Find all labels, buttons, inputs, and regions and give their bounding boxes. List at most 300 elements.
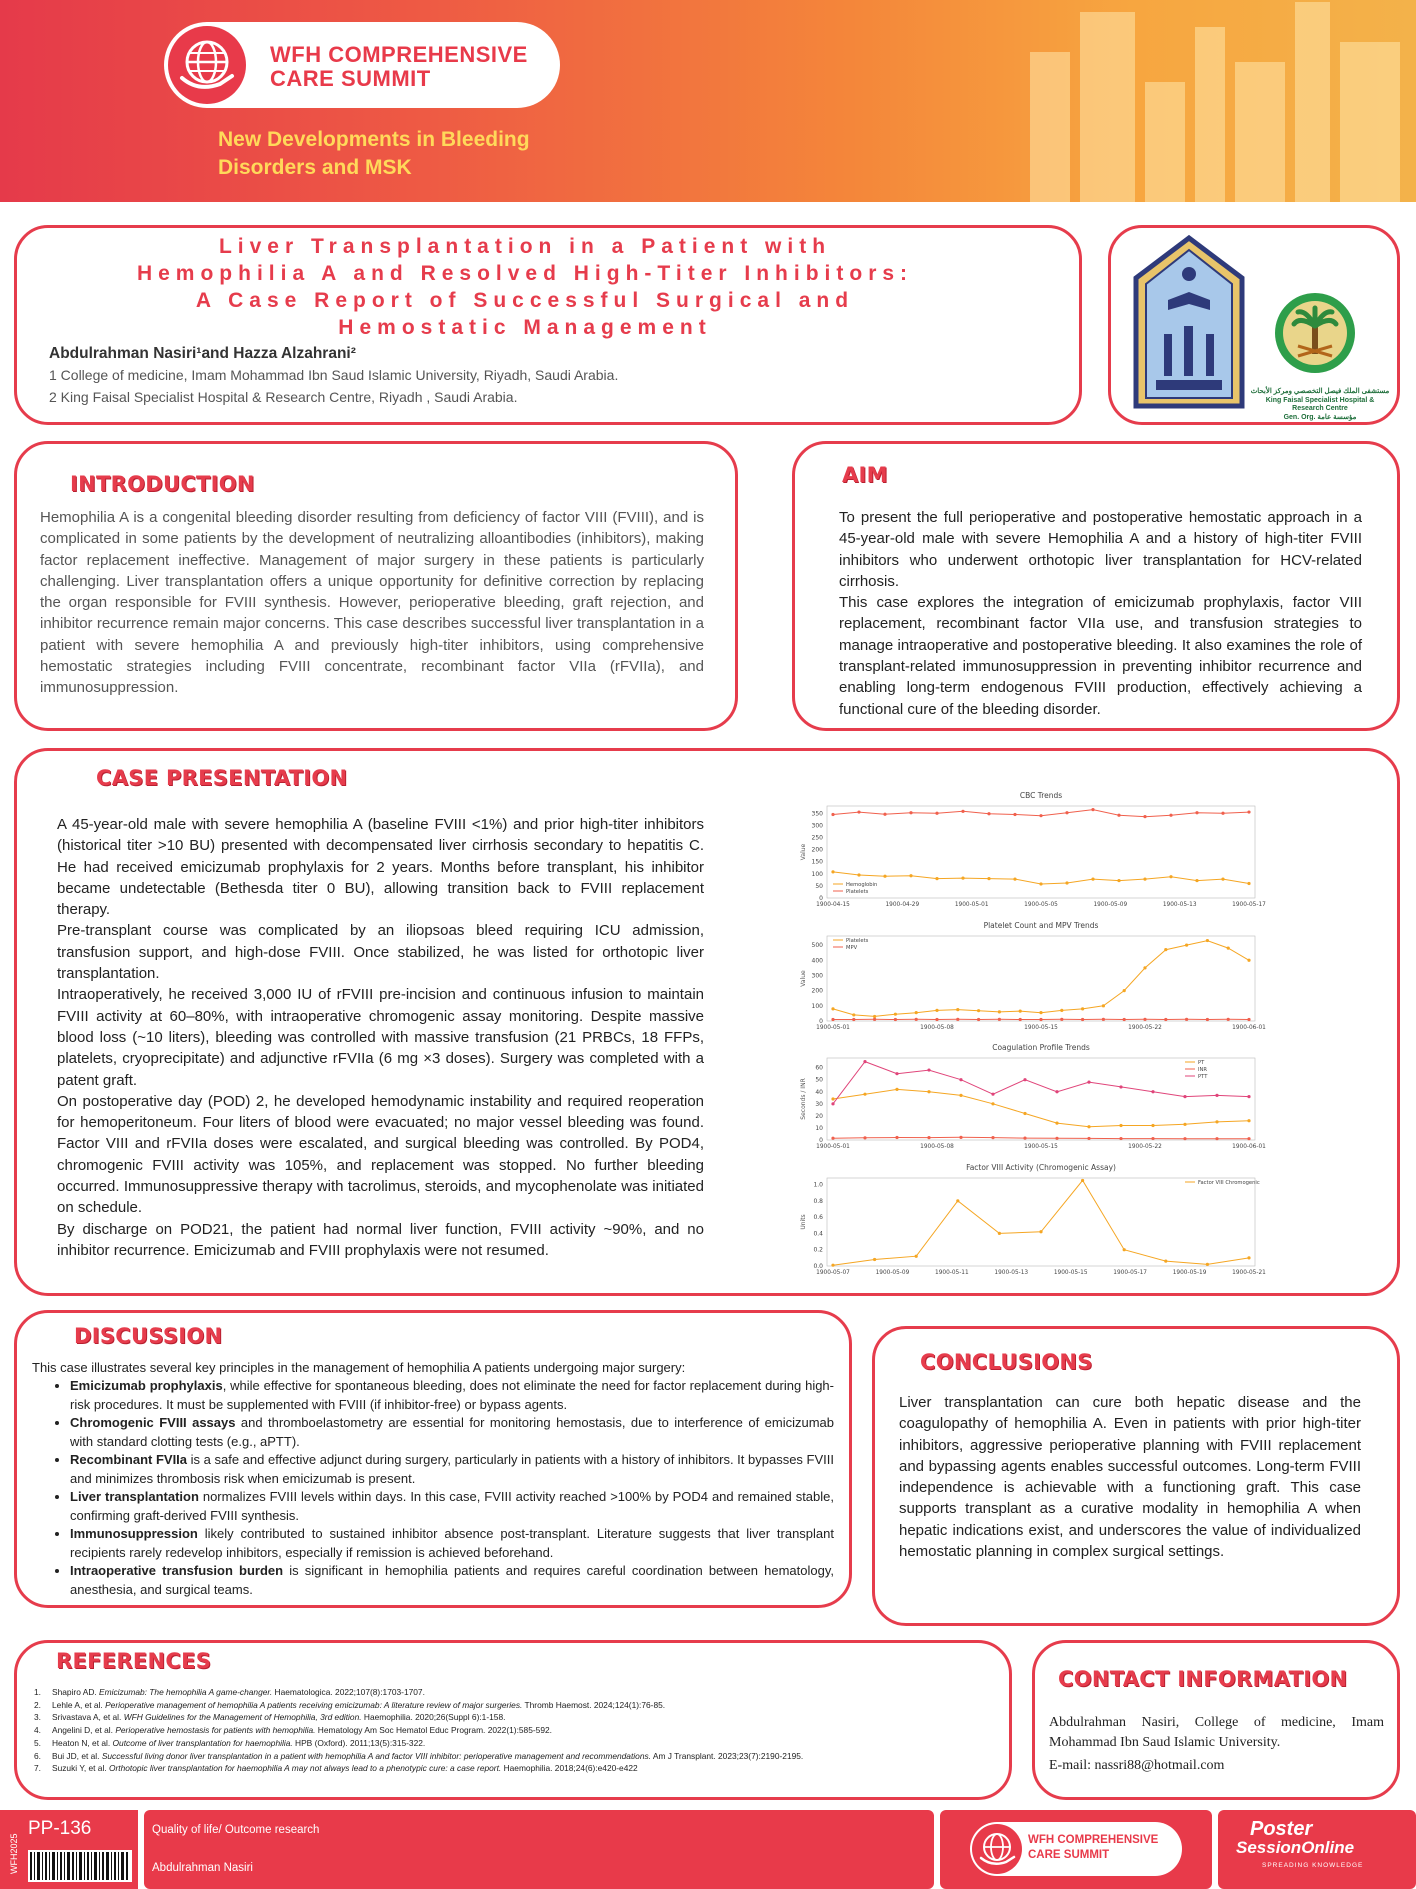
case-paragraph: On postoperative day (POD) 2, he developed hemodynamic instability and required reoperation for hemoperitoneum. Four liters of blood were evacuated; no major vessel bleeding was found. Factor VIII and rFVIIa doses were escalated, and surgical bleeding was controlled. By POD4, chromogenic FVIII activity was 105%, and replacement was stopped. No further bleeding occurred. Immunosuppressive therapy with tacrolimus, steroids, and mycophenolate was initiated on schedule. (57, 1092, 704, 1217)
chart-x-tick: 1900-05-09 (875, 1270, 910, 1276)
chart-point (977, 1018, 980, 1021)
chart-x-tick: 1900-05-15 (1024, 1025, 1058, 1031)
summit-logo-line2: CARE SUMMIT (270, 66, 431, 91)
chart-point (987, 877, 990, 880)
chart-point (1123, 989, 1126, 992)
chart-x-tick: 1900-05-17 (1232, 902, 1266, 908)
discussion-item-term: Chromogenic FVIII assays (70, 1415, 236, 1430)
chart-point (852, 1018, 855, 1021)
chart-point (1151, 1124, 1154, 1127)
chart-point (1123, 1018, 1126, 1021)
chart-y-label: Value (800, 843, 807, 861)
reference-authors: Bui JD, et al. (52, 1750, 102, 1761)
postersession-tagline: SPREADING KNOWLEDGE (1262, 1862, 1364, 1869)
chart-point (991, 1102, 994, 1105)
chart-x-tick: 1900-06-01 (1232, 1025, 1266, 1031)
chart-point (991, 1136, 994, 1139)
chart-legend-label: PTT (1198, 1074, 1208, 1080)
chart-point (1065, 881, 1068, 884)
chart-point (1195, 879, 1198, 882)
discussion-item (70, 1451, 834, 1488)
discussion-item-term: Intraoperative transfusion burden (70, 1563, 284, 1578)
chart-point (1087, 1137, 1090, 1140)
chart-point (1221, 812, 1224, 815)
discussion-item (70, 1414, 834, 1451)
footer-globe-icon (972, 1824, 1022, 1874)
chart-x-tick: 1900-05-21 (1232, 1270, 1266, 1276)
footer-year-tag: WFH2025 (9, 1833, 19, 1874)
kfsh-caption-org: Gen. Org. مؤسسة عامة (1283, 413, 1357, 421)
reference-source: Am J Transplant. 2023;23(7):2190-2195. (651, 1750, 804, 1761)
chart-point (987, 812, 990, 815)
chart-series-line (833, 1089, 1249, 1126)
chart-series-line (833, 1137, 1249, 1138)
discussion-item-term: Emicizumab prophylaxis (70, 1378, 223, 1393)
reference-authors: Shapiro AD. (52, 1687, 100, 1697)
chart-point (1247, 810, 1250, 813)
chart-x-tick: 1900-05-22 (1128, 1025, 1162, 1031)
chart-point (1039, 882, 1042, 885)
chart-y-label: Value (800, 970, 807, 987)
reference-authors: Lehle A, et al. (52, 1699, 106, 1710)
banner-subtitle-line2: Disorders and MSK (218, 156, 412, 179)
chart-x-tick: 1900-05-08 (920, 1144, 954, 1150)
chart-point (991, 1093, 994, 1096)
chart-point (959, 1136, 962, 1139)
chart-y-tick: 100 (811, 870, 823, 878)
chart-point (1123, 1248, 1126, 1251)
chart-x-tick: 1900-05-01 (816, 1144, 850, 1150)
chart-point (1206, 939, 1209, 942)
reference-item (34, 1686, 994, 1699)
chart-y-tick: 0 (819, 1137, 823, 1144)
reference-title: Emicizumab: The hemophilia A game-changer. (99, 1687, 273, 1697)
reference-number: 7. (34, 1763, 41, 1774)
chart-y-tick: 100 (811, 1002, 823, 1010)
chart-point (1247, 1256, 1250, 1259)
chart-x-tick: 1900-05-13 (1162, 902, 1197, 908)
chart-point (1102, 1018, 1105, 1021)
globe-hand-icon (168, 26, 246, 104)
case-presentation-heading: CASE PRESENTATION (96, 766, 348, 790)
university-logo (1130, 234, 1248, 419)
chart-point (1206, 1263, 1209, 1266)
chart-point (1164, 1260, 1167, 1263)
chart-x-tick: 1900-05-09 (1093, 902, 1128, 908)
chart-title: Factor VIII Activity (Chromogenic Assay) (966, 1163, 1116, 1172)
chart-point (1227, 1018, 1230, 1021)
chart-y-tick: 0.0 (813, 1263, 823, 1270)
chart-point (935, 1018, 938, 1021)
chart-point (1055, 1090, 1058, 1093)
title-line: Liver Transplantation in a Patient with (218, 235, 832, 258)
chart-point (1151, 1137, 1154, 1140)
chart-point (1081, 1179, 1084, 1182)
reference-source: Haemophilia. 2018;24(6):e420-e422 (501, 1763, 638, 1774)
chart-point (915, 1018, 918, 1021)
chart-x-tick: 1900-05-17 (1113, 1270, 1147, 1276)
chart-x-tick: 1900-04-29 (885, 902, 920, 908)
chart-point (935, 812, 938, 815)
footer-author: Abdulrahman Nasiri (152, 1862, 253, 1874)
aim-heading: AIM (842, 463, 888, 487)
introduction-heading: INTRODUCTION (70, 472, 255, 496)
chart-series-line (833, 1180, 1249, 1265)
reference-authors: Suzuki Y, et al. (52, 1763, 109, 1774)
chart-y-tick: 500 (811, 942, 823, 950)
aim-paragraph: To present the full perioperative and postoperative hemostatic approach in a 45-year-old male with severe Hemophilia A and a history of high-titer FVIII inhibitors who underwent orthotopic liver transplantation for HCV-related cirrhosis. (839, 509, 1362, 590)
chart-legend-label: Platelets (846, 889, 869, 895)
chart-point (1091, 808, 1094, 811)
chart-legend-label: INR (1198, 1067, 1208, 1073)
chart-point (1013, 878, 1016, 881)
chart-title: Platelet Count and MPV Trends (983, 921, 1099, 930)
chart-point (831, 870, 834, 873)
chart-point (883, 813, 886, 816)
chart-y-tick: 50 (815, 882, 823, 890)
reference-title: Outcome of liver transplantation for haemophilia. (112, 1737, 293, 1748)
discussion-intro: This case illustrates several key principles in the management of hemophilia A patients undergoing major surgery: (32, 1360, 686, 1375)
chart-point (873, 1018, 876, 1021)
chart-y-tick: 300 (811, 972, 823, 980)
chart-plot-frame (827, 1178, 1255, 1266)
chart-point (1019, 1010, 1022, 1013)
chart-point (1183, 1095, 1186, 1098)
chart-point (1143, 878, 1146, 881)
chart-point (959, 1094, 962, 1097)
chart-point (1091, 878, 1094, 881)
poster-title (30, 233, 1020, 341)
kfsh-caption-en: King Faisal Specialist Hospital & Research Centre (1265, 396, 1375, 412)
chart-point (1039, 1230, 1042, 1233)
chart-point (915, 1255, 918, 1258)
reference-item (34, 1750, 994, 1763)
chart-point (1183, 1123, 1186, 1126)
chart-point (935, 1009, 938, 1012)
authors: Abdulrahman Nasiri¹and Hazza Alzahrani² (49, 345, 356, 362)
chart-point (1195, 811, 1198, 814)
chart-y-tick: 300 (811, 822, 823, 830)
reference-authors: Heaton N, et al. (52, 1737, 113, 1748)
chart-x-tick: 1900-05-01 (816, 1025, 850, 1031)
chart-legend-label: MPV (846, 945, 858, 951)
chart-y-tick: 40 (815, 1088, 823, 1096)
conclusions-text: Liver transplantation can cure both hepatic disease and the coagulopathy of hemophilia A. Even in patients with prior high-titer inhibitors, aggressive perioperative planning with FVIII replacement and bypassing agents enables successful outcomes. Long-term FVIII independence is achievable with a functioning graft. This case supports transplant as a curative modality in hemophilia A when hepatic indications exist, and underscores the value of individualized hemostatic planning in complex surgical settings. (899, 1394, 1361, 1561)
chart-y-tick: 250 (811, 834, 823, 842)
chart-y-tick: 0 (819, 1018, 823, 1025)
chart-point (1087, 1125, 1090, 1128)
affiliation-1: 1 College of medicine, Imam Mohammad Ibn Saud Islamic University, Riyadh, Saudi Arabia. (49, 367, 619, 383)
chart-y-tick: 20 (815, 1112, 823, 1120)
chart-point (977, 1009, 980, 1012)
chart-point (863, 1093, 866, 1096)
chart-point (831, 813, 834, 816)
chart-legend-label: PT (1198, 1060, 1205, 1066)
reference-number: 6. (34, 1750, 41, 1761)
barcode-icon (28, 1850, 132, 1882)
chart-point (927, 1136, 930, 1139)
chart-x-tick: 1900-05-01 (954, 902, 989, 908)
chart-point (1119, 1085, 1122, 1088)
chart-x-tick: 1900-05-08 (920, 1025, 954, 1031)
kfsh-logo (1272, 290, 1358, 381)
chart-point (895, 1136, 898, 1139)
footer-category: Quality of life/ Outcome research (152, 1824, 320, 1836)
chart-point (1039, 814, 1042, 817)
chart-point (1183, 1137, 1186, 1140)
chart-point (1055, 1122, 1058, 1125)
title-line: A Case Report of Successful Surgical and (195, 289, 855, 312)
case-paragraph: Intraoperatively, he received 3,000 IU of rFVIII pre-incision and continuous infusion to maintain FVIII activity at 60–80%, with intraoperative chromogenic assay monitoring. Despite massive blood loss (~10 liters), bleeding was controlled with massive transfusion (21 PRBCs, 18 FFPs, platelets, cryoprecipitate) and adjunctive rFVIIa (6 mg ×3 doses). Surgery was completed with a patent graft. (57, 986, 704, 1089)
banner-subtitle-line1: New Developments in Bleeding (218, 128, 530, 151)
chart-point (1055, 1137, 1058, 1140)
discussion-item (70, 1377, 834, 1414)
chart-plot-frame (827, 1058, 1255, 1140)
chart-point (1039, 1011, 1042, 1014)
chart-point (956, 1199, 959, 1202)
chart-point (1143, 815, 1146, 818)
chart-point (1060, 1009, 1063, 1012)
chart-point (1169, 814, 1172, 817)
aim-paragraph: This case explores the integration of emicizumab prophylaxis, factor VIII replacement, recombinant factor VIIa use, and transfusion strategies to manage intraoperative and postoperative bleeding. It also examines the role of transplant-related immunosuppression in preventing inhibitor recurrence and enabling long-term endogenous FVIII production, effectively achieving a functional cure of the bleeding disorder. (839, 594, 1362, 718)
kfsh-caption-ar: مستشفى الملك فيصل التخصصي ومركز الأبحاث (1250, 388, 1390, 395)
affiliation-2: 2 King Faisal Specialist Hospital & Research Centre, Riyadh , Saudi Arabia. (49, 389, 518, 405)
chart-x-tick: 1900-06-01 (1232, 1144, 1266, 1150)
chart-point (998, 1018, 1001, 1021)
chart-point (1143, 1018, 1146, 1021)
chart-x-tick: 1900-05-05 (1024, 902, 1058, 908)
chart-series-line (833, 872, 1249, 884)
chart-point (1081, 1007, 1084, 1010)
contact-heading: CONTACT INFORMATION (1058, 1667, 1348, 1691)
footer-logo-line2: CARE SUMMIT (1028, 1849, 1110, 1861)
chart-point (1102, 1004, 1105, 1007)
chart-y-tick: 60 (815, 1064, 823, 1072)
chart-y-tick: 0 (819, 895, 823, 902)
chart-y-tick: 150 (811, 858, 823, 866)
chart-point (1164, 1018, 1167, 1021)
chart-y-label: Seconds / INR (800, 1078, 807, 1120)
case-paragraph: By discharge on POD21, the patient had normal liver function, FVIII activity ~90%, and no inhibitor recurrence. Emicizumab and FVIII prophylaxis were not resumed. (57, 1220, 704, 1259)
chart-plot-frame (827, 936, 1255, 1021)
title-line: Hemophilia A and Resolved High-Titer Inhibitors: (136, 262, 914, 285)
chart-point (909, 811, 912, 814)
discussion-heading: DISCUSSION (74, 1324, 223, 1348)
chart-point (831, 1264, 834, 1267)
chart-point (1215, 1137, 1218, 1140)
reference-number: 3. (34, 1712, 41, 1723)
chart-y-tick: 10 (815, 1124, 823, 1132)
chart-point (831, 1097, 834, 1100)
chart-x-tick: 1900-05-15 (1053, 1270, 1088, 1276)
reference-source: Hematology Am Soc Hematol Educ Program. 2022(1):585-592. (315, 1725, 552, 1736)
chart-y-tick: 400 (811, 957, 823, 965)
case-paragraph: Pre-transplant course was complicated by an iliopsoas bleed requiring ICU admission, transfusion support, and high-dose FVIII. Once stabilized, he was listed for orthotopic liver transplantation. (57, 922, 704, 983)
chart-point (883, 875, 886, 878)
chart-y-tick: 350 (811, 810, 823, 818)
chart-point (959, 1078, 962, 1081)
chart-point (1143, 966, 1146, 969)
chart-point (894, 1013, 897, 1016)
lab-trend-charts (795, 790, 1275, 1285)
chart-point (1164, 948, 1167, 951)
chart-point (1023, 1078, 1026, 1081)
postersession-brand-2: SessionOnline (1236, 1838, 1355, 1857)
discussion-item-term: Liver transplantation (70, 1489, 199, 1504)
chart-point (1185, 1018, 1188, 1021)
chart-point (1227, 947, 1230, 950)
chart-point (1019, 1018, 1022, 1021)
reference-source: Haematologica. 2022;107(8):1703-1707. (272, 1687, 425, 1697)
chart-y-tick: 0.4 (813, 1230, 823, 1238)
chart-title: CBC Trends (1019, 791, 1063, 800)
chart-point (895, 1088, 898, 1091)
chart-point (1247, 1018, 1250, 1021)
reference-source: Thromb Haemost. 2024;124(1):76-85. (522, 1699, 666, 1710)
chart-point (873, 1258, 876, 1261)
chart-point (863, 1060, 866, 1063)
chart-y-tick: 0.8 (813, 1197, 823, 1205)
reference-item (34, 1699, 994, 1712)
chart-point (909, 874, 912, 877)
discussion-item-term: Recombinant FVIIa (70, 1452, 188, 1467)
reference-number: 5. (34, 1737, 41, 1748)
chart-point (956, 1018, 959, 1021)
reference-source: HPB (Oxford). 2011;13(5):315-322. (292, 1737, 426, 1748)
chart-point (915, 1011, 918, 1014)
chart-point (831, 1102, 834, 1105)
chart-point (927, 1090, 930, 1093)
chart-point (894, 1018, 897, 1021)
chart-point (961, 810, 964, 813)
chart-point (1117, 879, 1120, 882)
chart-x-tick: 1900-05-19 (1172, 1270, 1207, 1276)
reference-authors: Angelini D, et al. (52, 1725, 116, 1736)
chart-y-label: Units (800, 1214, 807, 1230)
case-paragraph: A 45-year-old male with severe hemophilia A (baseline FVIII <1%) and prior high-titer inhibitors (historical titer >10 BU) presented with decompensated liver cirrhosis secondary to hepatitis C. He had received emicizumab prophylaxis for 2 years. Months before transplant, his inhibitor became undetectable (Bethesda titer 0 BU), allowing transition back to FVIII replacement therapy. (57, 816, 704, 919)
chart-point (873, 1015, 876, 1018)
chart-point (857, 810, 860, 813)
chart-point (935, 877, 938, 880)
chart-y-tick: 0.6 (813, 1214, 823, 1222)
chart-y-tick: 200 (811, 846, 823, 854)
chart-point (961, 877, 964, 880)
discussion-item-text: , while effective for spontaneous bleeding, does not eliminate the need for factor replacement during high-risk procedures. It must be supplemented with FVIII (if inhibitor-free) or bypass agents. (70, 1378, 834, 1412)
chart-point (831, 1007, 834, 1010)
chart-point (998, 1010, 1001, 1013)
chart-point (831, 1018, 834, 1021)
reference-title: Successful living donor liver transplantation in a patient with hemophilia A and factor VIII inhibitor: perioperative management and recommendations. (101, 1750, 651, 1761)
discussion-item-text: normalizes FVIII levels within days. In this case, FVIII activity reached >100% by POD4 and remained stable, confirming graft-derived FVIII synthesis. (70, 1489, 834, 1523)
reference-item (34, 1762, 994, 1775)
chart-point (1013, 813, 1016, 816)
chart-point (1087, 1081, 1090, 1084)
case-presentation-text (57, 814, 704, 1261)
chart-point (1081, 1018, 1084, 1021)
chart-point (1221, 878, 1224, 881)
contact-email[interactable]: E-mail: nassri88@hotmail.com (1049, 1758, 1225, 1773)
reference-authors: Srivastava A, et al. (52, 1712, 124, 1723)
chart-y-tick: 30 (815, 1100, 823, 1108)
chart-series-line (833, 1062, 1249, 1104)
chart-y-tick: 200 (811, 987, 823, 995)
reference-item (34, 1724, 994, 1737)
footer-info-bar (144, 1810, 934, 1889)
chart-point (956, 1008, 959, 1011)
reference-item (34, 1737, 994, 1750)
summit-logo-line1: WFH COMPREHENSIVE (270, 42, 528, 67)
chart-point (1185, 944, 1188, 947)
discussion-item (70, 1525, 834, 1562)
chart-point (1060, 1018, 1063, 1021)
chart-point (852, 1013, 855, 1016)
chart-point (1247, 1137, 1250, 1140)
reference-number: 1. (34, 1687, 41, 1697)
chart-point (1119, 1137, 1122, 1140)
discussion-item-text: likely contributed to sustained inhibitor absence post-transplant. Literature suggests that liver transplant recipients rarely redevelop inhibitors, especially if remission is achieved beforehand. (70, 1526, 834, 1560)
chart-point (1206, 1018, 1209, 1021)
discussion-item-text: is a safe and effective adjunct during surgery, particularly in patients with a history of inhibitors. It bypasses FVIII and minimizes thrombosis risk when emicizumab is present. (70, 1452, 834, 1486)
chart-point (998, 1232, 1001, 1235)
poster-code: PP-136 (28, 1818, 92, 1839)
chart-point (831, 1137, 834, 1140)
discussion-item-text: is significant in hemophilia patients and requires careful coordination between hematology, anesthesia, and surgical teams. (70, 1563, 834, 1597)
chart-x-tick: 1900-05-22 (1128, 1144, 1162, 1150)
chart-legend-label: Factor VIII Chromogenic (1198, 1180, 1260, 1186)
discussion-item (70, 1488, 834, 1525)
reference-title: Orthotopic liver transplantation for haemophilia A may not always lead to a phenotypic cure: a case report. (108, 1763, 502, 1774)
postersession-brand-1: Poster (1250, 1818, 1313, 1840)
chart-point (857, 873, 860, 876)
chart-y-tick: 0.2 (813, 1246, 823, 1254)
chart-point (927, 1068, 930, 1071)
chart-point (895, 1072, 898, 1075)
chart-point (863, 1136, 866, 1139)
chart-point (1215, 1094, 1218, 1097)
references-heading: REFERENCES (56, 1649, 212, 1673)
chart-point (1117, 814, 1120, 817)
references-list (34, 1686, 994, 1775)
chart-point (1023, 1112, 1026, 1115)
chart-legend-label: Platelets (846, 938, 869, 944)
chart-point (1169, 875, 1172, 878)
reference-number: 4. (34, 1725, 41, 1736)
discussion-item-term: Immunosuppression (70, 1526, 198, 1541)
reference-title: WFH Guidelines for the Management of Hemophilia, 3rd edition. (123, 1712, 362, 1723)
chart-x-tick: 1900-04-15 (816, 902, 850, 908)
chart-point (1247, 1119, 1250, 1122)
chart-point (1247, 959, 1250, 962)
chart-x-tick: 1900-05-13 (994, 1270, 1029, 1276)
chart-point (1119, 1124, 1122, 1127)
reference-title: Perioperative management of hemophilia A patients receiving emicizumab: A literature review of major surgeries. (105, 1699, 523, 1710)
aim-text (839, 507, 1362, 720)
chart-point (1065, 811, 1068, 814)
chart-series-line (833, 941, 1249, 1017)
chart-point (1151, 1090, 1154, 1093)
discussion-list (52, 1377, 834, 1599)
title-line: Hemostatic Management (338, 316, 712, 339)
chart-x-tick: 1900-05-07 (816, 1270, 850, 1276)
chart-point (1247, 1095, 1250, 1098)
chart-x-tick: 1900-05-11 (935, 1270, 969, 1276)
chart-point (1215, 1120, 1218, 1123)
reference-item (34, 1711, 994, 1724)
chart-title: Coagulation Profile Trends (992, 1043, 1090, 1052)
chart-y-tick: 1.0 (813, 1181, 823, 1189)
kfsh-caption (1250, 388, 1390, 422)
reference-title: Perioperative hemostasis for patients with hemophilia. (115, 1725, 316, 1736)
